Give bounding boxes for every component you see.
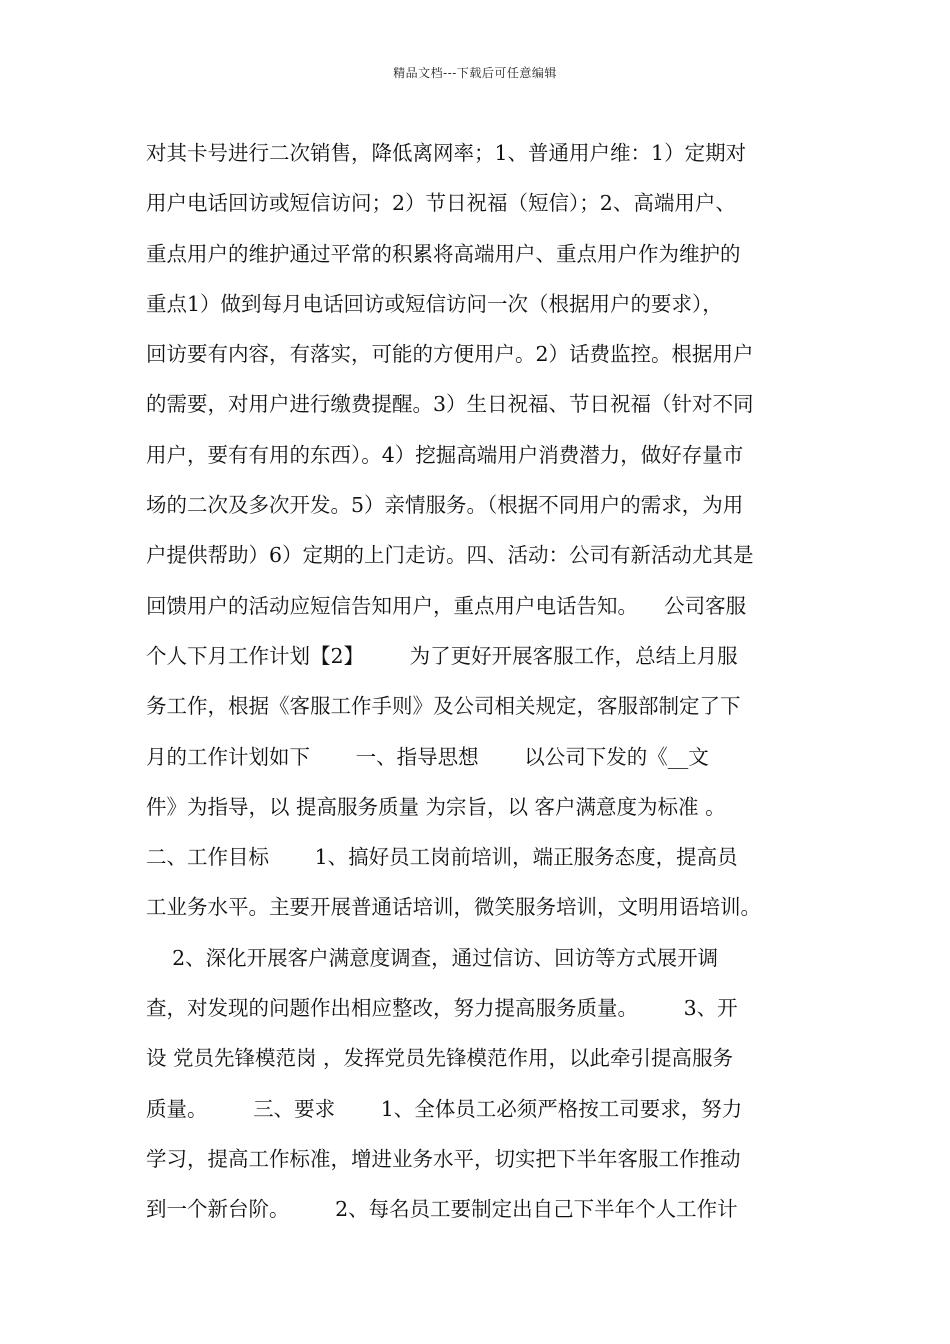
body-line: 回访要有内容，有落实，可能的方便用户。2）话费监控。根据用户 xyxy=(146,342,754,367)
body-line: 月的工作计划如下 一、指导思想 以公司下发的《__文 xyxy=(146,744,709,769)
body-line: 的需要，对用户进行缴费提醒。3）生日祝福、节日祝福（针对不同 xyxy=(146,392,754,417)
body-line: 用户，要有有用的东西）。4）挖掘高端用户消费潜力，做好存量市 xyxy=(146,442,744,467)
body-line: 2、深化开展客户满意度调查，通过信访、回访等方式展开调 xyxy=(146,945,719,970)
body-line: 重点1）做到每月电话回访或短信访问一次（根据用户的要求）， xyxy=(146,291,723,316)
body-line: 务工作，根据《客服工作手则》及公司相关规定，客服部制定了下 xyxy=(146,694,741,719)
body-line: 对其卡号进行二次销售，降低离网率；1、普通用户维：1）定期对 xyxy=(146,141,747,165)
body-line: 个人下月工作计划【2】 为了更好开展客服工作，总结上月服 xyxy=(146,643,738,668)
body-line: 用户电话回访或短信访问；2）节日祝福（短信）；2、高端用户、 xyxy=(146,191,736,216)
body-line: 设 党员先锋模范岗 ，发挥党员先锋模范作用，以此牵引提高服务 xyxy=(146,1046,734,1071)
body-line: 学习，提高工作标准，增进业务水平，切实把下半年客服工作推动 xyxy=(146,1146,741,1171)
body-line: 场的二次及多次开发。5）亲情服务。（根据不同用户的需求，为用 xyxy=(146,493,744,518)
body-line: 回馈用户的活动应短信告知用户，重点用户电话告知。 公司客服 xyxy=(146,593,747,618)
body-line: 户提供帮助）6）定期的上门走访。四、活动：公司有新活动尤其是 xyxy=(146,543,754,568)
body-line: 重点用户的维护通过平常的积累将高端用户、重点用户作为维护的 xyxy=(146,241,741,266)
body-line: 到一个新台阶。 2、每名员工要制定出自己下半年个人工作计 xyxy=(146,1197,738,1222)
body-line: 件》为指导，以 提高服务质量 为宗旨，以 客户满意度为标准 。 xyxy=(146,794,726,819)
body-line: 质量。 三、要求 1、全体员工必须严格按工司要求，努力 xyxy=(146,1096,743,1121)
body-line: 二、工作目标 1、搞好员工岗前培训，端正服务态度，提高员 xyxy=(146,845,738,870)
body-line: 查，对发现的问题作出相应整改，努力提高服务质量。 3、开 xyxy=(146,996,738,1021)
document-body xyxy=(146,128,826,1235)
page-header: 精品文档---下载后可任意编辑 xyxy=(393,66,557,80)
body-line: 工业务水平。主要开展普通话培训，微笑服务培训，文明用语培训。 xyxy=(146,895,761,920)
